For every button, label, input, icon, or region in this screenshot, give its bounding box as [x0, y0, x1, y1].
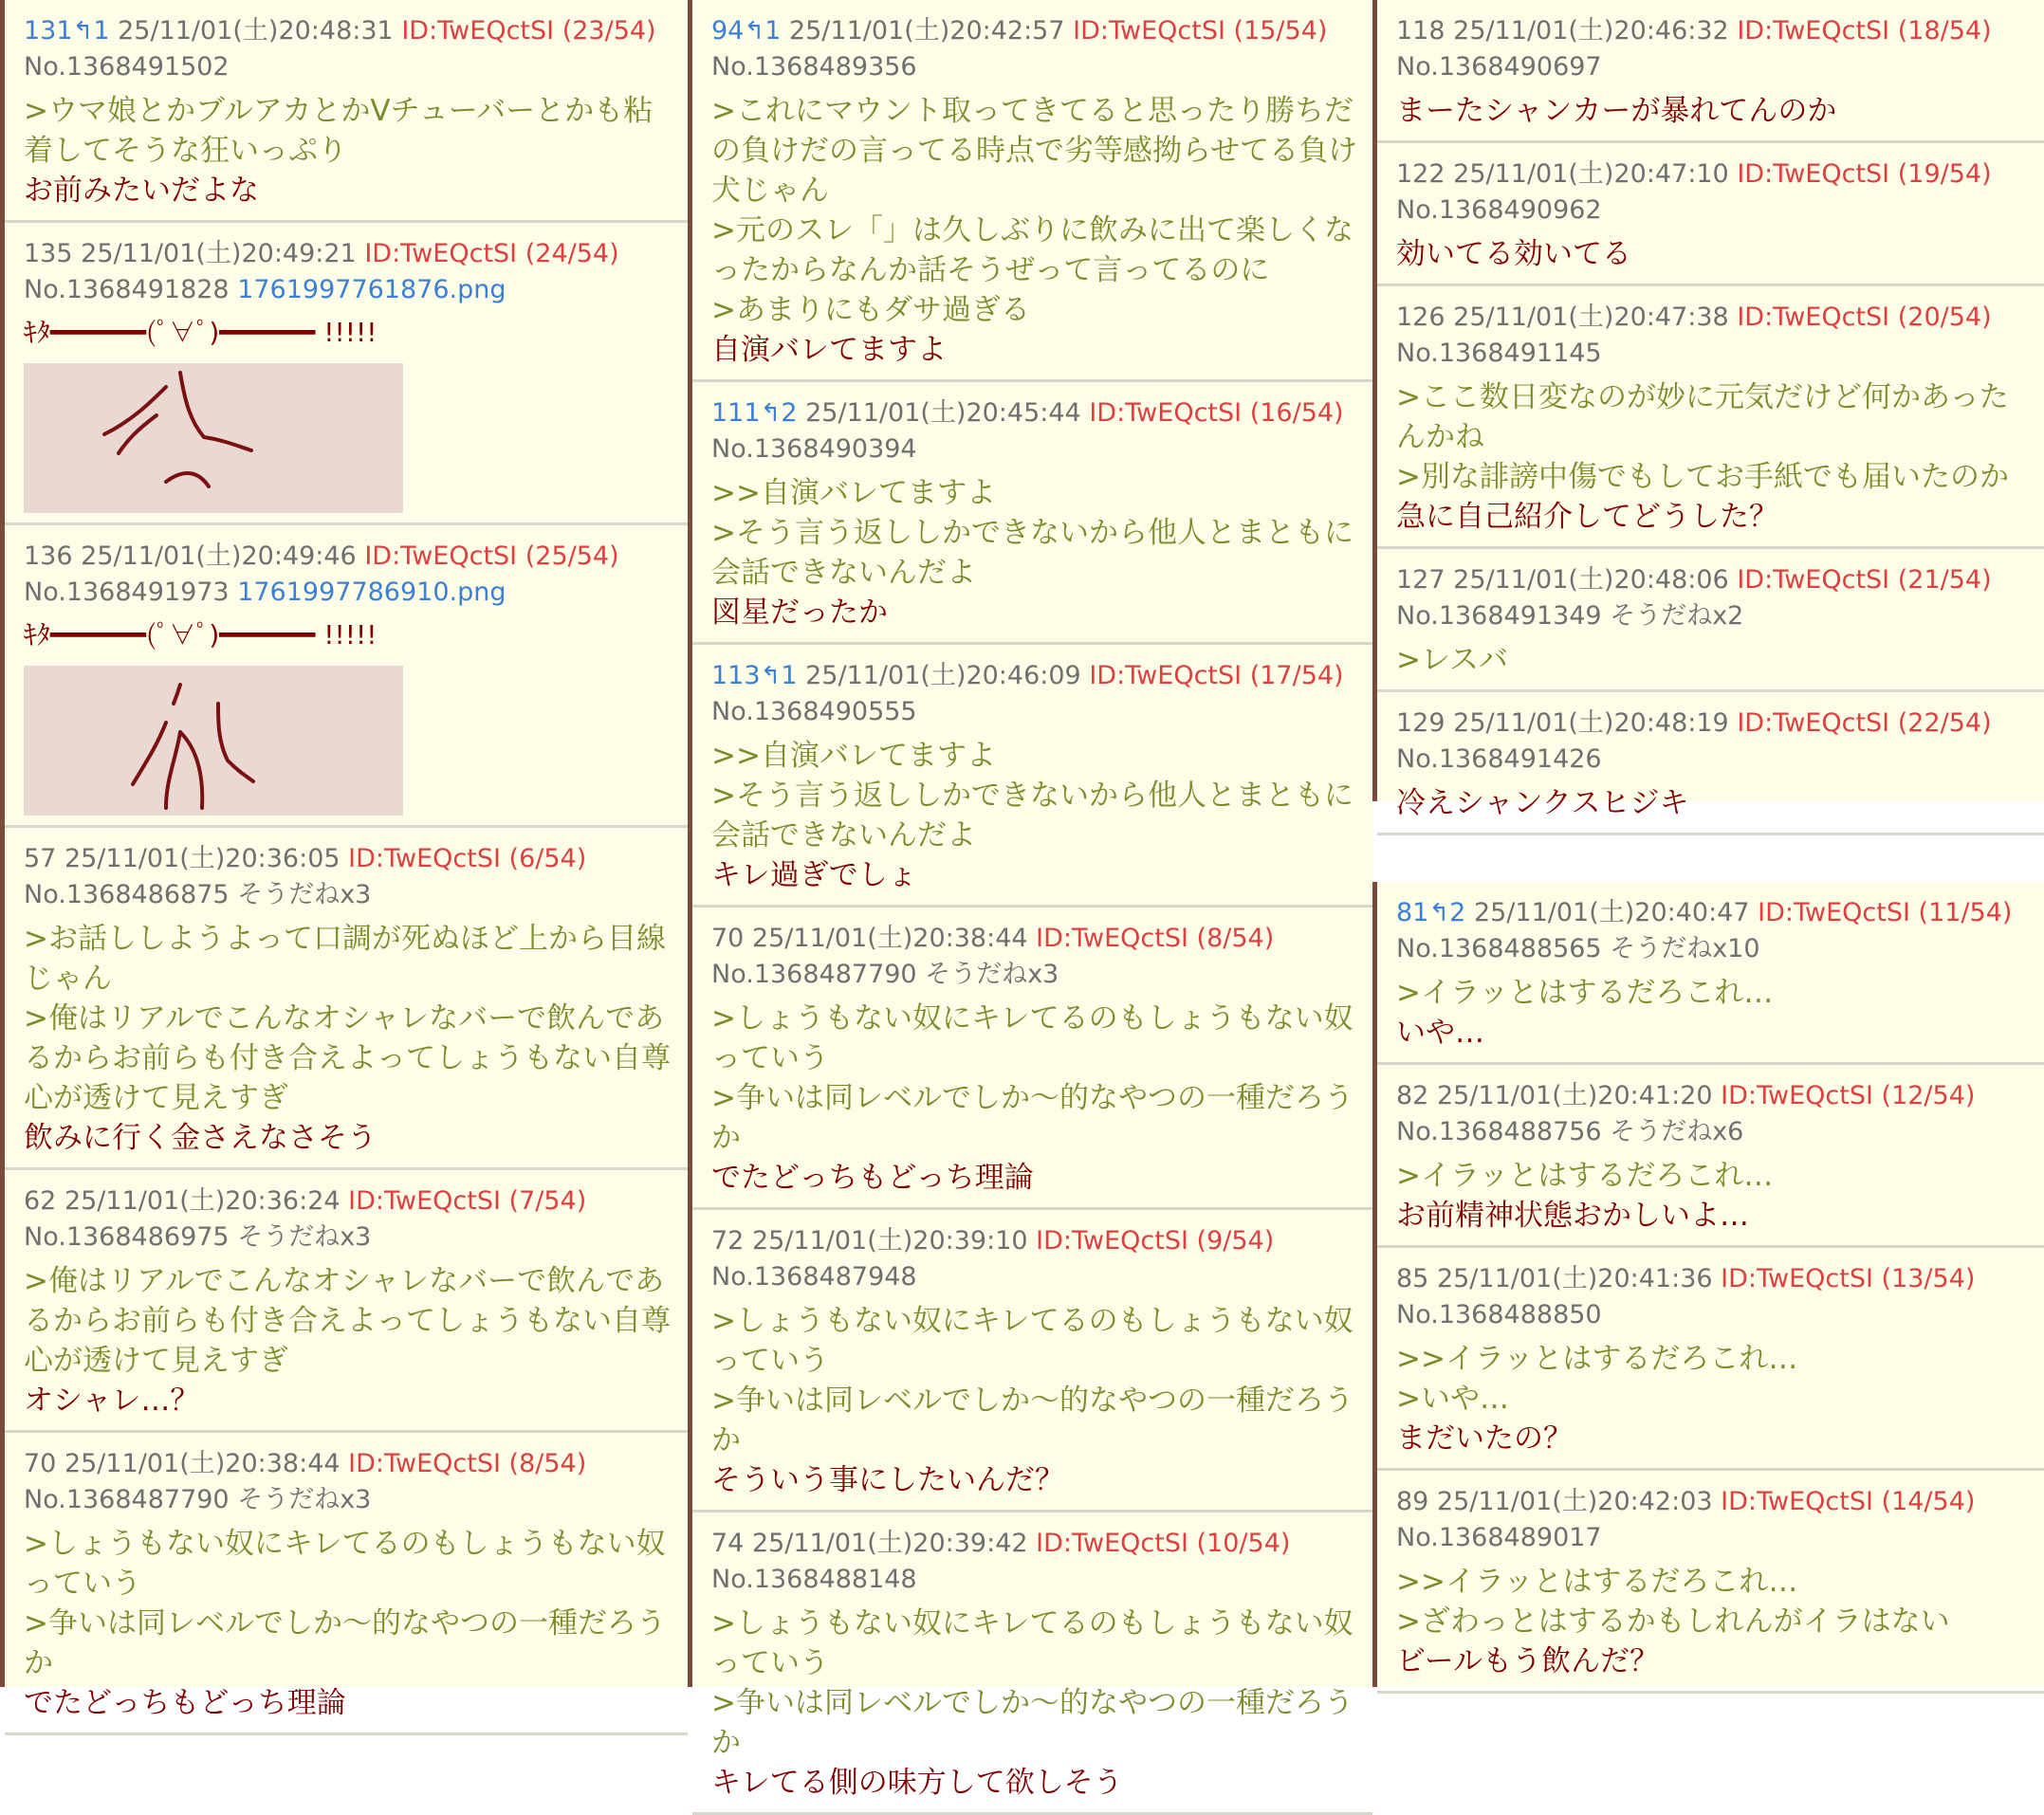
- quote-line: >争いは同レベルでしか〜的なやつの一種だろうか: [711, 1081, 1353, 1155]
- post-header: [1396, 562, 2035, 598]
- reply-count[interactable]: 2: [781, 398, 798, 428]
- post-id-number: No.1368491349: [1396, 601, 1602, 631]
- post-header: [1396, 13, 2035, 49]
- post-date: 25/11/01(土)20:41:20: [1436, 1081, 1713, 1110]
- poster-id: ID:TwEQctSI: [401, 16, 555, 46]
- post-no-line: [24, 1482, 678, 1518]
- post-body: [1396, 91, 2035, 131]
- post-id-number: No.1368488850: [1396, 1300, 1602, 1329]
- post-number: 82: [1396, 1081, 1429, 1110]
- image-thumbnail[interactable]: [24, 666, 403, 816]
- poster-count: (16/54): [1249, 398, 1344, 428]
- post-item: [5, 1170, 688, 1433]
- post-date: 25/11/01(土)20:38:44: [64, 1449, 341, 1478]
- post-no-line: [24, 877, 678, 913]
- reply-count[interactable]: 2: [1449, 898, 1466, 927]
- sodane-button[interactable]: そうだねx6: [1610, 1117, 1744, 1146]
- post-header: [24, 539, 678, 575]
- post-number: 135: [24, 239, 73, 268]
- poster-count: (24/54): [525, 239, 619, 268]
- sodane-button[interactable]: そうだねx10: [1610, 934, 1760, 963]
- post-item: [692, 645, 1372, 908]
- post-date: 25/11/01(土)20:48:06: [1453, 565, 1729, 595]
- post-body: [711, 1604, 1363, 1803]
- post-id-number: No.1368486975: [24, 1222, 230, 1252]
- poster-id: ID:TwEQctSI: [1036, 924, 1188, 953]
- post-no-line: [1396, 49, 2035, 85]
- post-date: 25/11/01(土)20:47:10: [1453, 159, 1729, 189]
- post-header: [1396, 1261, 2035, 1297]
- post-number: 89: [1396, 1487, 1429, 1516]
- poster-id: ID:TwEQctSI: [1036, 1226, 1188, 1256]
- post-number: 126: [1396, 302, 1446, 332]
- quote-line: >>自演バレてますよ: [711, 476, 996, 510]
- poster-count: (12/54): [1881, 1081, 1976, 1110]
- poster-id: ID:TwEQctSI: [348, 1186, 501, 1216]
- post-number[interactable]: 81: [1396, 898, 1429, 927]
- poster-id: ID:TwEQctSI: [1737, 708, 1890, 738]
- post-header: [1396, 1078, 2035, 1114]
- quote-line: >>自演バレてますよ: [711, 739, 996, 773]
- comment-line: ビールもう飲んだ？: [1396, 1644, 1660, 1678]
- post-body: [711, 999, 1363, 1198]
- quote-line: >俺はリアルでこんなオシャレなバーで飲んであるからお前らも付き合えよってしょうもない自尊心が透けて見えすぎ: [24, 1264, 671, 1378]
- post-item: [692, 1512, 1372, 1815]
- post-header: [711, 658, 1363, 694]
- comment-line: お前みたいだよな: [24, 174, 259, 208]
- comment-line: オシャレ…？: [24, 1384, 200, 1418]
- post-date: 25/11/01(土)20:49:21: [81, 239, 357, 268]
- poster-id: ID:TwEQctSI: [1737, 565, 1890, 595]
- file-link[interactable]: 1761997761876.png: [237, 275, 506, 304]
- post-header: [1396, 706, 2035, 742]
- poster-id: ID:TwEQctSI: [1758, 898, 1910, 927]
- quote-line: >イラッとはするだろこれ…: [1396, 976, 1774, 1010]
- post-header: [711, 921, 1363, 957]
- post-body: [1396, 1562, 2035, 1681]
- quote-line: >>イラッとはするだろこれ…: [1396, 1342, 1798, 1376]
- post-header: [24, 1446, 678, 1482]
- post-date: 25/11/01(土)20:48:31: [118, 16, 394, 46]
- poster-count: (25/54): [525, 541, 619, 571]
- poster-count: (21/54): [1897, 565, 1992, 595]
- poster-count: (15/54): [1233, 16, 1328, 46]
- comment-line: 効いてる効いてる: [1396, 237, 1631, 271]
- post-date: 25/11/01(土)20:38:44: [751, 924, 1028, 953]
- ascii-art-text: ｷﾀ━━━━━━(ﾟ∀ﾟ)━━━━━━ !!!!!: [24, 317, 377, 348]
- post-number: 118: [1396, 16, 1446, 46]
- comment-line: お前精神状態おかしいよ…: [1396, 1199, 1749, 1233]
- quote-line: >別な誹謗中傷でもしてお手紙でも届いたのか: [1396, 460, 2009, 494]
- poster-count: (8/54): [508, 1449, 587, 1478]
- comment-line: キレ過ぎでしょ: [711, 858, 917, 892]
- post-item: [1377, 286, 2044, 549]
- post-body: [711, 1301, 1363, 1500]
- post-header: [711, 13, 1363, 49]
- post-header: [711, 1526, 1363, 1562]
- comment-line: 飲みに行く金さえなさそう: [24, 1121, 377, 1155]
- post-header: [24, 841, 678, 877]
- post-id-number: No.1368489017: [1396, 1523, 1602, 1552]
- poster-id: ID:TwEQctSI: [1089, 661, 1243, 690]
- sodane-button[interactable]: そうだねx3: [925, 960, 1059, 989]
- post-no-line: [1396, 598, 2035, 634]
- post-number: 62: [24, 1186, 57, 1216]
- post-id-number: No.1368491502: [24, 52, 230, 82]
- post-body: [711, 736, 1363, 895]
- post-body: [1396, 1156, 2035, 1236]
- poster-id: ID:TwEQctSI: [1721, 1081, 1873, 1110]
- post-date: 25/11/01(土)20:41:36: [1436, 1264, 1713, 1293]
- poster-count: (13/54): [1881, 1264, 1976, 1293]
- post-id-number: No.1368491426: [1396, 744, 1602, 774]
- post-number[interactable]: 131: [24, 16, 73, 46]
- post-no-line: [1396, 742, 2035, 778]
- post-item: [1377, 1471, 2044, 1694]
- post-number: 122: [1396, 159, 1446, 189]
- post-body: [24, 919, 678, 1158]
- sodane-button[interactable]: そうだねx3: [237, 880, 372, 909]
- post-body: [1396, 1339, 2035, 1458]
- post-date: 25/11/01(土)20:46:09: [805, 661, 1081, 690]
- sodane-button[interactable]: そうだねx3: [237, 1485, 372, 1514]
- comment-line: 図星だったか: [711, 596, 888, 630]
- poster-count: (7/54): [508, 1186, 587, 1216]
- post-date: 25/11/01(土)20:45:44: [805, 398, 1081, 428]
- post-date: 25/11/01(土)20:39:10: [751, 1226, 1028, 1256]
- post-id-number: No.1368490962: [1396, 195, 1602, 225]
- post-no-line: [1396, 1520, 2035, 1556]
- quote-line: >ここ数日変なのが妙に元気だけど何かあったんかね: [1396, 380, 2009, 454]
- post-id-number: No.1368490394: [711, 434, 917, 464]
- post-no-line: [1396, 931, 2035, 967]
- poster-count: (17/54): [1249, 661, 1344, 690]
- file-link[interactable]: 1761997786910.png: [237, 578, 506, 607]
- post-date: 25/11/01(土)20:36:24: [64, 1186, 341, 1216]
- post-number: 136: [24, 541, 73, 571]
- post-body: [1396, 973, 2035, 1053]
- reply-arrow-icon[interactable]: ↰: [760, 399, 782, 428]
- quote-line: >レスバ: [1396, 643, 1509, 677]
- post-no-line: [1396, 192, 2035, 229]
- post-no-line: [1396, 336, 2035, 372]
- quote-line: >争いは同レベルでしか〜的なやつの一種だろうか: [711, 1686, 1353, 1760]
- column-3-top: [1372, 0, 2044, 820]
- post-id-number: No.1368491145: [1396, 339, 1602, 368]
- quote-line: >イラッとはするだろこれ…: [1396, 1159, 1774, 1193]
- post-no-line: [711, 957, 1363, 993]
- post-body: [1396, 234, 2035, 274]
- reply-arrow-icon[interactable]: ↰: [744, 17, 765, 46]
- quote-line: >しょうもない奴にキレてるのもしょうもない奴っていう: [24, 1527, 666, 1601]
- reply-arrow-icon[interactable]: ↰: [72, 17, 94, 46]
- post-id-number: No.1368488565: [1396, 934, 1602, 963]
- poster-id: ID:TwEQctSI: [348, 1449, 501, 1478]
- poster-count: (10/54): [1196, 1529, 1291, 1558]
- quote-line: >争いは同レベルでしか〜的なやつの一種だろうか: [711, 1384, 1353, 1458]
- post-number: 70: [711, 924, 745, 953]
- post-body: [1396, 640, 2035, 680]
- post-header: [711, 395, 1363, 431]
- post-header: [1396, 156, 2035, 192]
- poster-id: ID:TwEQctSI: [1737, 16, 1890, 46]
- quote-line: >>イラッとはするだろこれ…: [1396, 1565, 1798, 1599]
- post-number: 85: [1396, 1264, 1429, 1293]
- post-no-line: [711, 1562, 1363, 1598]
- post-item: [1377, 692, 2044, 835]
- post-number: 129: [1396, 708, 1446, 738]
- post-number[interactable]: 94: [711, 16, 745, 46]
- comment-line: 冷えシャンクスヒジキ: [1396, 786, 1689, 820]
- post-no-line: [1396, 1114, 2035, 1150]
- post-no-line: [711, 49, 1363, 85]
- post-no-line: [24, 575, 678, 611]
- reply-count[interactable]: 1: [93, 16, 110, 46]
- post-date: 25/11/01(土)20:42:57: [788, 16, 1065, 46]
- poster-id: ID:TwEQctSI: [364, 239, 518, 268]
- post-item: [1377, 882, 2044, 1065]
- poster-id: ID:TwEQctSI: [364, 541, 518, 571]
- post-number[interactable]: 113: [711, 661, 761, 690]
- sodane-button[interactable]: そうだねx3: [237, 1222, 372, 1252]
- post-body: [1396, 783, 2035, 823]
- post-item: [1377, 1065, 2044, 1248]
- post-item: [5, 525, 688, 828]
- quote-line: >そう言う返ししかできないから他人とまともに会話できないんだよ: [711, 516, 1353, 590]
- post-id-number: No.1368488148: [711, 1565, 917, 1594]
- post-header: [711, 1223, 1363, 1259]
- post-number: 74: [711, 1529, 745, 1558]
- poster-id: ID:TwEQctSI: [1737, 302, 1890, 332]
- column-1: [0, 0, 688, 1720]
- reply-count[interactable]: 1: [781, 661, 798, 690]
- post-number: 72: [711, 1226, 745, 1256]
- poster-id: ID:TwEQctSI: [1089, 398, 1243, 428]
- post-item: [1377, 549, 2044, 692]
- post-item: [692, 908, 1372, 1210]
- poster-count: (8/54): [1196, 924, 1275, 953]
- post-item: [692, 1210, 1372, 1512]
- post-item: [692, 0, 1372, 382]
- quote-line: >しょうもない奴にキレてるのもしょうもない奴っていう: [711, 1304, 1353, 1378]
- quote-line: >元のスレ「」は久しぶりに飲みに出て楽しくなったからなんか話そうぜって言ってるのに: [711, 213, 1353, 287]
- post-id-number: No.1368490555: [711, 697, 917, 726]
- post-date: 25/11/01(土)20:40:47: [1473, 898, 1750, 927]
- comment-line: キレてる側の味方して欲しそう: [711, 1766, 1123, 1800]
- post-id-number: No.1368490697: [1396, 52, 1602, 82]
- reply-arrow-icon[interactable]: ↰: [1428, 899, 1450, 927]
- reply-arrow-icon[interactable]: ↰: [760, 662, 782, 690]
- sodane-button[interactable]: そうだねx2: [1610, 601, 1744, 631]
- post-number: 70: [24, 1449, 57, 1478]
- column-3-bottom: [1372, 882, 2044, 1687]
- post-id-number: No.1368486875: [24, 880, 230, 909]
- post-no-line: [711, 431, 1363, 468]
- comment-line: そういう事にしたいんだ？: [711, 1463, 1064, 1497]
- post-body: [711, 91, 1363, 370]
- poster-count: (22/54): [1897, 708, 1992, 738]
- post-header: [1396, 1484, 2035, 1520]
- post-item: [1377, 0, 2044, 143]
- post-item: [5, 0, 688, 223]
- quote-line: >争いは同レベルでしか〜的なやつの一種だろうか: [24, 1606, 666, 1680]
- post-no-line: [711, 694, 1363, 730]
- poster-id: ID:TwEQctSI: [1036, 1529, 1188, 1558]
- post-body: [1396, 377, 2035, 537]
- comment-line: 自演バレてますよ: [711, 333, 947, 367]
- post-id-number: No.1368487790: [711, 960, 917, 989]
- quote-line: >あまりにもダサ過ぎる: [711, 293, 1030, 327]
- quote-line: >しょうもない奴にキレてるのもしょうもない奴っていう: [711, 1001, 1353, 1075]
- poster-count: (18/54): [1897, 16, 1992, 46]
- post-id-number: No.1368487790: [24, 1485, 230, 1514]
- post-item: [1377, 143, 2044, 286]
- post-date: 25/11/01(土)20:48:19: [1453, 708, 1729, 738]
- post-id-number: No.1368491828: [24, 275, 230, 304]
- post-date: 25/11/01(土)20:47:38: [1453, 302, 1729, 332]
- quote-line: >いや…: [1396, 1382, 1509, 1416]
- post-no-line: [24, 1219, 678, 1256]
- post-item: [1377, 1248, 2044, 1471]
- image-thumbnail[interactable]: [24, 363, 403, 513]
- post-body: [24, 1524, 678, 1723]
- reply-count[interactable]: 1: [764, 16, 782, 46]
- poster-id: ID:TwEQctSI: [348, 844, 501, 873]
- poster-count: (20/54): [1897, 302, 1992, 332]
- post-body: [711, 473, 1363, 632]
- quote-line: >ウマ娘とかブルアカとかVチューバーとかも粘着してそうな狂いっぷり: [24, 94, 654, 168]
- post-id-number: No.1368489356: [711, 52, 917, 82]
- poster-count: (19/54): [1897, 159, 1992, 189]
- post-no-line: [1396, 1297, 2035, 1333]
- post-header: [24, 13, 678, 49]
- poster-id: ID:TwEQctSI: [1737, 159, 1890, 189]
- comment-line: 急に自己紹介してどうした？: [1396, 500, 1778, 534]
- post-number: 127: [1396, 565, 1446, 595]
- post-date: 25/11/01(土)20:39:42: [751, 1529, 1028, 1558]
- comment-line: まーたシャンカーが暴れてんのか: [1396, 94, 1837, 128]
- poster-count: (23/54): [562, 16, 656, 46]
- poster-count: (9/54): [1196, 1226, 1275, 1256]
- poster-id: ID:TwEQctSI: [1721, 1487, 1873, 1516]
- ascii-art-text: ｷﾀ━━━━━━(ﾟ∀ﾟ)━━━━━━ !!!!!: [24, 619, 377, 651]
- post-header: [1396, 300, 2035, 336]
- post-date: 25/11/01(土)20:36:05: [64, 844, 341, 873]
- post-number[interactable]: 111: [711, 398, 761, 428]
- quote-line: >俺はリアルでこんなオシャレなバーで飲んであるからお前らも付き合えよってしょうもない自尊心が透けて見えすぎ: [24, 1001, 671, 1115]
- post-id-number: No.1368488756: [1396, 1117, 1602, 1146]
- quote-line: >そう言う返ししかできないから他人とまともに会話できないんだよ: [711, 779, 1353, 852]
- post-header: [1396, 895, 2035, 931]
- post-header: [24, 236, 678, 272]
- poster-count: (11/54): [1918, 898, 2013, 927]
- comment-line: まだいたの？: [1396, 1421, 1573, 1456]
- post-item: [5, 223, 688, 525]
- post-no-line: [24, 49, 678, 85]
- poster-id: ID:TwEQctSI: [1073, 16, 1225, 46]
- poster-count: (6/54): [508, 844, 587, 873]
- post-no-line: [711, 1259, 1363, 1295]
- comment-line: いや…: [1396, 1016, 1484, 1050]
- post-item: [692, 382, 1372, 645]
- quote-line: >しょうもない奴にキレてるのもしょうもない奴っていう: [711, 1606, 1353, 1680]
- post-date: 25/11/01(土)20:42:03: [1436, 1487, 1713, 1516]
- column-2: [688, 0, 1372, 1800]
- comment-line: でたどっちもどっち理論: [24, 1686, 346, 1720]
- quote-line: >これにマウント取ってきてると思ったり勝ちだの負けだの言ってる時点で劣等感拗らせてる負け犬じゃん: [711, 94, 1358, 208]
- post-body: [24, 91, 678, 211]
- post-item: [5, 828, 688, 1170]
- post-no-line: [24, 272, 678, 308]
- post-header: [24, 1183, 678, 1219]
- quote-line: >ざわっとはするかもしれんがイラはない: [1396, 1604, 1950, 1639]
- post-id-number: No.1368487948: [711, 1262, 917, 1292]
- poster-count: (14/54): [1881, 1487, 1976, 1516]
- post-date: 25/11/01(土)20:46:32: [1453, 16, 1729, 46]
- comment-line: でたどっちもどっち理論: [711, 1161, 1034, 1195]
- post-item: [5, 1433, 688, 1735]
- quote-line: >お話ししようよって口調が死ぬほど上から目線じゃん: [24, 922, 666, 996]
- poster-id: ID:TwEQctSI: [1721, 1264, 1873, 1293]
- post-body: [24, 1261, 678, 1421]
- post-number: 57: [24, 844, 57, 873]
- post-date: 25/11/01(土)20:49:46: [81, 541, 357, 571]
- post-id-number: No.1368491973: [24, 578, 230, 607]
